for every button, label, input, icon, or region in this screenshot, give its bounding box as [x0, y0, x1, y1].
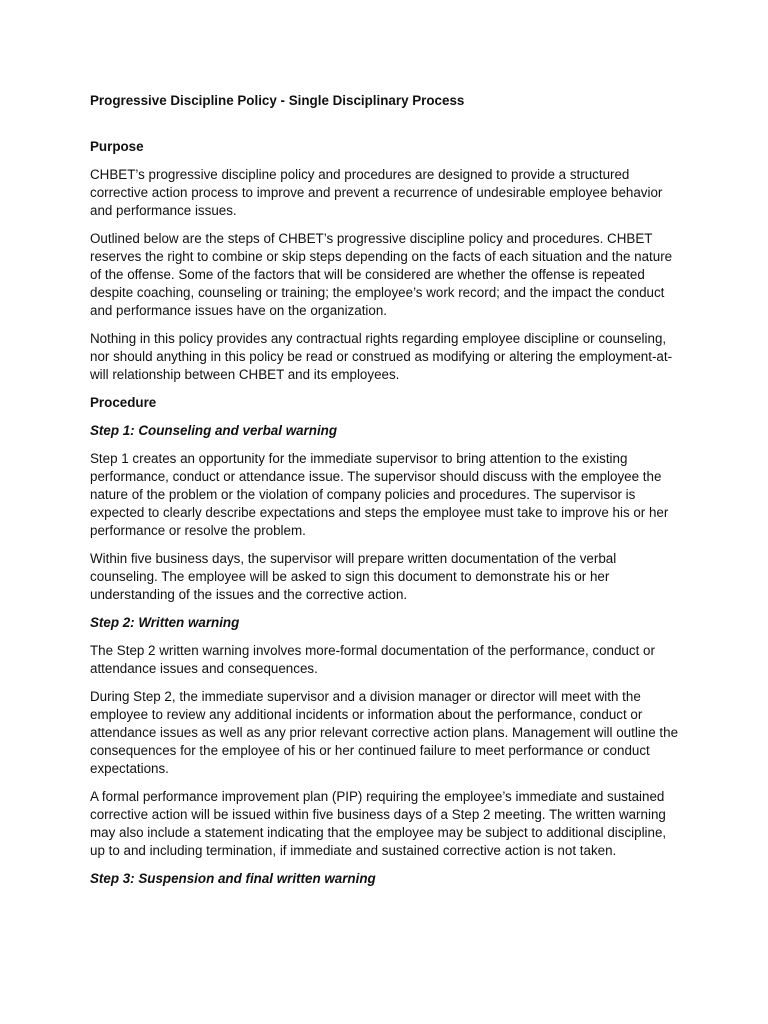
purpose-paragraph-1: CHBET’s progressive discipline policy and procedures are designed to provide a structured corrective action process to improve and prevent a recurrence of undesirable employee behavior and performance issues. [90, 167, 663, 218]
procedure-heading: Procedure [90, 395, 157, 410]
step2-paragraph-1: The Step 2 written warning involves more-formal documentation of the performance, conduct or attendance issues and consequences. [90, 643, 655, 676]
purpose-paragraph-2: Outlined below are the steps of CHBET’s progressive discipline policy and procedures. CHBET reserves the right to combine or skip steps depending on the facts of each situation and the nature of the offense. Some of the factors that will be considered are whether the offense is repeated despite coaching, counseling or training; the employee’s work record; and the impact the conduct and performance issues have on the organization. [90, 231, 673, 318]
step2-heading: Step 2: Written warning [90, 615, 240, 630]
step1-paragraph-2: Within five business days, the supervisor will prepare written documentation of the verbal counseling. The employee will be asked to sign this document to demonstrate his or her understanding of the issues and the corrective action. [90, 551, 617, 602]
document-page [90, 92, 682, 898]
step2-paragraph-3: A formal performance improvement plan (PIP) requiring the employee’s immediate and sustained corrective action will be issued within five business days of a Step 2 meeting. The written warning may also include a statement indicating that the employee may be subject to additional discipline, up to and including termination, if immediate and sustained corrective action is not taken. [90, 789, 667, 858]
step3-heading: Step 3: Suspension and final written warning [90, 871, 376, 886]
purpose-paragraph-3: Nothing in this policy provides any contractual rights regarding employee discipline or counseling, nor should anything in this policy be read or construed as modifying or altering the employment-at-will relationship between CHBET and its employees. [90, 331, 673, 382]
step1-paragraph-1: Step 1 creates an opportunity for the immediate supervisor to bring attention to the existing performance, conduct or attendance issue. The supervisor should discuss with the employee the nature of the problem or the violation of company policies and procedures. The supervisor is expected to clearly describe expectations and steps the employee must take to improve his or her performance or resolve the problem. [90, 451, 669, 538]
purpose-heading: Purpose [90, 139, 144, 154]
document-title: Progressive Discipline Policy - Single Disciplinary Process [90, 93, 465, 108]
step2-paragraph-2: During Step 2, the immediate supervisor and a division manager or director will meet with the employee to review any additional incidents or information about the performance, conduct or attendance issues as well as any prior relevant corrective action plans. Management will outline the consequences for the employee of his or her continued failure to meet performance or conduct expectations. [90, 689, 679, 776]
step1-heading: Step 1: Counseling and verbal warning [90, 423, 338, 438]
